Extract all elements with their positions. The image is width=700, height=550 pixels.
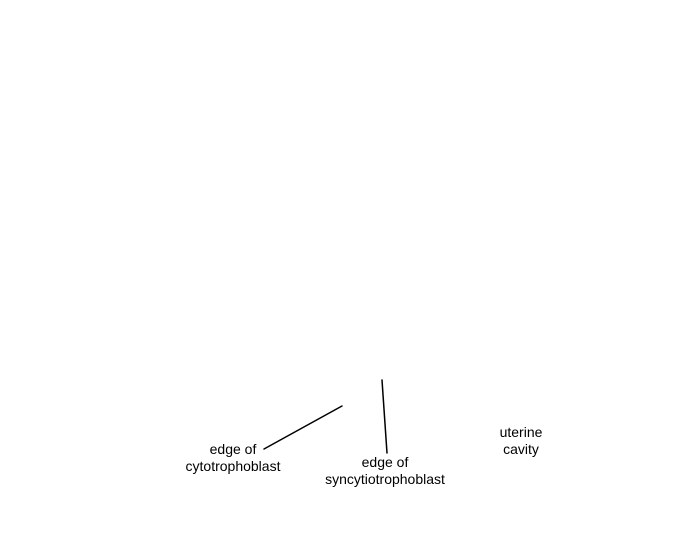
uterine-cavity-label xyxy=(486,424,556,458)
syncytiotrophoblast-edge-label xyxy=(318,454,452,488)
syncytiotrophoblast-leader-line xyxy=(382,380,387,453)
uterine-cavity-label-line-2: cavity xyxy=(503,441,539,457)
cytotrophoblast-label-line-2: cytotrophoblast xyxy=(185,458,281,474)
uterine-cavity-label-line-1: uterine xyxy=(499,424,543,440)
cytotrophoblast-edge-label xyxy=(180,441,286,475)
cytotrophoblast-label-line-1: edge of xyxy=(209,441,257,457)
syncytiotrophoblast-label-line-2: syncytiotrophoblast xyxy=(325,471,445,487)
syncytiotrophoblast-label-line-1: edge of xyxy=(361,454,409,470)
